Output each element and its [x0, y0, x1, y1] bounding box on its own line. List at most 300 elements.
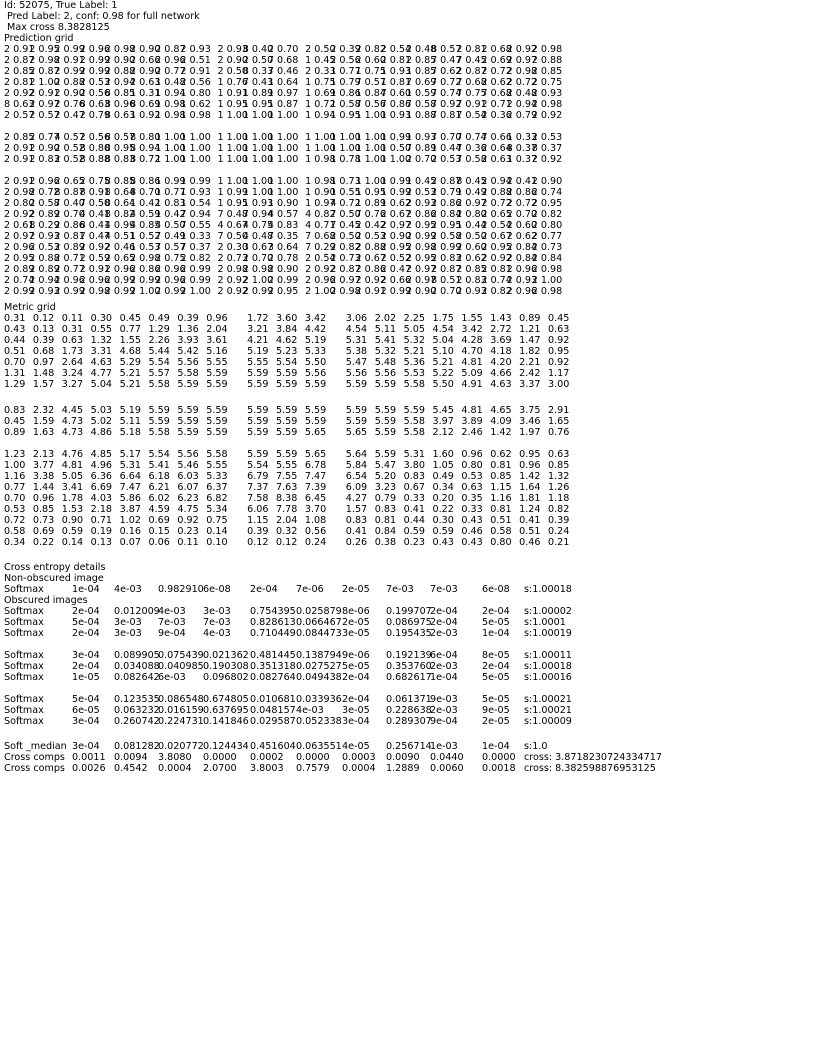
grid-cell: 5.47: [345, 357, 368, 368]
grid-cell: 2 0.53: [431, 154, 462, 165]
grid-cell: 0.63: [548, 324, 570, 335]
grid-cell: 1.24: [519, 504, 541, 515]
grid-cell: 0.63: [461, 482, 483, 493]
grid-cell: 1 0.62: [180, 99, 211, 110]
grid-cell: 2 0.98: [506, 66, 538, 77]
grid-cell: 4.54: [432, 324, 454, 335]
grid-cell: 1 0.45: [305, 55, 336, 66]
grid-cell: 1 0.84: [355, 88, 386, 99]
row-label: Cross comps: [4, 752, 65, 763]
grid-cell: 1 0.98: [305, 154, 336, 165]
grid-cell: 2 1.00: [305, 286, 336, 297]
grid-cell: 0.43: [461, 537, 483, 548]
grid-cell: 0.24: [548, 526, 570, 537]
grid-cell: 8 0.57: [104, 132, 136, 143]
grid-cell: 5.58: [403, 379, 425, 390]
grid-cell: 2 0.98: [217, 264, 249, 275]
grid-cell: 0.96: [519, 460, 541, 471]
grid-cell: 0.39: [247, 526, 269, 537]
grid-cell: 0.14: [61, 537, 84, 548]
prediction-row: [4, 209, 563, 220]
row-label: Softmax: [4, 584, 44, 595]
grid-cell: 2 0.59: [79, 253, 111, 264]
grid-cell: 2.25: [403, 313, 425, 324]
grid-cell: 5.42: [177, 346, 199, 357]
grid-cell: 0.77: [4, 482, 26, 493]
grid-cell: 2 0.88: [29, 253, 60, 264]
prediction-row: [4, 132, 563, 143]
grid-cell: 1 1.00: [242, 132, 274, 143]
grid-cell: 7.78: [276, 504, 298, 515]
grid-cell: 3.70: [304, 504, 327, 515]
grid-cell: 1 0.75: [305, 77, 336, 88]
prediction-row: [4, 187, 563, 198]
grid-cell: 2 0.92: [531, 154, 563, 165]
grid-cell: 5.59: [345, 416, 368, 427]
grid-cell: 2 1.00: [129, 286, 161, 297]
grid-cell: 2 1.00: [531, 275, 563, 286]
ce-value: 0.710449: [250, 628, 296, 639]
grid-cell: 2 0.70: [431, 286, 462, 297]
grid-cell: 5.58: [403, 416, 425, 427]
grid-cell: 1 0.88: [405, 110, 437, 121]
grid-cell: 2 0.91: [180, 66, 211, 77]
grid-cell: 2 0.92: [305, 264, 336, 275]
ce-value: 3e-04: [72, 650, 100, 661]
grid-cell: 2 0.99: [54, 286, 85, 297]
grid-cell: 3 0.64: [267, 242, 299, 253]
grid-cell: 1.82: [519, 346, 541, 357]
metric-row: [4, 471, 577, 482]
grid-cell: 5.59: [276, 379, 298, 390]
grid-cell: 1 0.98: [305, 176, 336, 187]
ce-value: 2e-05: [482, 716, 510, 727]
grid-cell: 8 0.63: [79, 99, 111, 110]
ce-value: 3e-03: [114, 617, 142, 628]
grid-cell: 2 0.99: [267, 275, 299, 286]
grid-cell: 1 0.95: [217, 198, 249, 209]
grid-cell: 7.63: [276, 482, 298, 493]
grid-cell: 0.58: [490, 526, 512, 537]
grid-cell: 2 0.72: [506, 77, 538, 88]
ce-value: 0.0004: [342, 763, 376, 774]
grid-cell: 1 1.00: [155, 154, 186, 165]
grid-cell: 4.91: [461, 379, 483, 390]
grid-cell: 5.54: [276, 357, 298, 368]
ce-value: 5e-05: [482, 672, 510, 683]
grid-cell: 5.55: [206, 460, 228, 471]
grid-cell: 2 0.96: [79, 44, 111, 55]
grid-cell: 5.09: [461, 368, 483, 379]
grid-cell: 4 0.59: [129, 209, 161, 220]
grid-cell: 2 0.99: [155, 286, 186, 297]
grid-cell: 4.81: [61, 460, 84, 471]
ce-value: 7e-03: [430, 584, 458, 595]
metric-row: [4, 537, 577, 548]
grid-cell: 1.81: [519, 493, 541, 504]
grid-cell: 2 0.58: [431, 231, 462, 242]
grid-cell: 0.83: [345, 515, 368, 526]
ce-value: 0.7579: [296, 763, 330, 774]
grid-cell: 0.15: [148, 526, 170, 537]
grid-cell: 2 0.86: [431, 198, 462, 209]
grid-cell: 0.83: [374, 504, 397, 515]
grid-cell: 7 0.68: [456, 77, 487, 88]
grid-cell: 2 0.95: [481, 242, 512, 253]
grid-cell: 2 0.66: [129, 55, 161, 66]
row-label: Soft _median: [4, 741, 67, 752]
grid-cell: 4.81: [461, 405, 483, 416]
grid-cell: 0.62: [490, 449, 512, 460]
grid-cell: 5.59: [345, 379, 368, 390]
grid-cell: 2 0.73: [217, 253, 249, 264]
ce-value: 0.0440: [430, 752, 464, 763]
grid-cell: 8 0.33: [242, 66, 274, 77]
grid-cell: 8 0.45: [456, 176, 487, 187]
grid-cell: 1 1.00: [155, 143, 186, 154]
grid-cell: 5.19: [119, 405, 141, 416]
grid-cell: 1.31: [4, 368, 26, 379]
grid-cell: 8 0.85: [104, 88, 136, 99]
grid-cell: 1.15: [247, 515, 269, 526]
grid-cell: 4.18: [490, 346, 512, 357]
ce-value: 0.195435: [386, 628, 432, 639]
grid-cell: 0.96: [206, 313, 228, 324]
ce-value: 6e-08: [482, 584, 510, 595]
grid-cell: 2 0.41: [506, 176, 538, 187]
grid-cell: 3.21: [247, 324, 269, 335]
grid-cell: 1 0.85: [405, 66, 437, 77]
grid-cell: 6.18: [148, 471, 170, 482]
grid-cell: 2 0.54: [481, 220, 512, 231]
grid-cell: 2 0.95: [380, 242, 412, 253]
grid-cell: 0.70: [4, 493, 26, 504]
grid-cell: 2 0.90: [54, 88, 85, 99]
grid-cell: 2 0.64: [481, 143, 512, 154]
grid-cell: 2 0.95: [405, 253, 437, 264]
grid-cell: 1.21: [519, 324, 541, 335]
grid-cell: 5.58: [177, 368, 199, 379]
grid-cell: 5.59: [177, 427, 199, 438]
metric-row: [4, 416, 577, 427]
grid-cell: 0.96: [461, 449, 483, 460]
grid-cell: 5.54: [148, 357, 170, 368]
ce-value: 0.0000: [203, 752, 237, 763]
grid-cell: 2 0.56: [180, 77, 211, 88]
grid-cell: 1 1.00: [355, 176, 386, 187]
grid-cell: 3.80: [403, 460, 425, 471]
grid-cell: 2 0.52: [380, 253, 412, 264]
grid-cell: 7 0.45: [456, 55, 487, 66]
grid-cell: 2 0.77: [54, 264, 85, 275]
ce-value: 8e-05: [482, 650, 510, 661]
grid-cell: 1 0.50: [380, 143, 412, 154]
ce-value: 3e-04: [342, 716, 370, 727]
grid-cell: 1 1.00: [242, 187, 274, 198]
prediction-row: [4, 99, 563, 110]
prediction-row: [4, 198, 563, 209]
grid-cell: 1.73: [61, 346, 84, 357]
grid-cell: 4.54: [345, 324, 368, 335]
grid-cell: 7.39: [304, 482, 327, 493]
grid-cell: 5.34: [206, 504, 228, 515]
ce-value: 0.674805: [203, 694, 249, 705]
grid-cell: 2 0.92: [4, 209, 35, 220]
grid-cell: 2 0.74: [531, 187, 563, 198]
grid-cell: 5.41: [148, 460, 170, 471]
grid-cell: 5.33: [206, 471, 228, 482]
grid-cell: 2 0.91: [4, 143, 35, 154]
grid-cell: 2 0.65: [104, 253, 136, 264]
grid-cell: 2 0.56: [79, 132, 111, 143]
grid-cell: 7 0.47: [79, 231, 111, 242]
grid-cell: 0.89: [4, 427, 26, 438]
grid-cell: 1 1.00: [155, 132, 186, 143]
grid-cell: 0.23: [177, 526, 199, 537]
grid-cell: 1 1.00: [267, 176, 299, 187]
grid-cell: 2 0.47: [380, 264, 412, 275]
grid-cell: 3.06: [345, 313, 368, 324]
grid-cell: 0.81: [490, 460, 512, 471]
grid-cell: 7 0.62: [431, 66, 462, 77]
grid-cell: 5.33: [304, 346, 327, 357]
grid-cell: 2 0.77: [531, 231, 563, 242]
grid-cell: 2 0.70: [506, 209, 538, 220]
grid-cell: 5.56: [304, 368, 327, 379]
grid-cell: 1 1.00: [267, 110, 299, 121]
ce-value: 0.0003: [342, 752, 376, 763]
ce-value: 0.082764: [250, 672, 296, 683]
grid-cell: 7 0.72: [431, 77, 462, 88]
ce-value: 1e-04: [72, 584, 100, 595]
grid-cell: 2 0.82: [180, 253, 211, 264]
grid-cell: 7 0.94: [242, 209, 274, 220]
grid-cell: 4 0.82: [305, 209, 336, 220]
grid-cell: 1 1.00: [305, 132, 336, 143]
grid-cell: 1.57: [345, 504, 368, 515]
ce-value: 2e-04: [72, 628, 100, 639]
grid-cell: 5.29: [119, 357, 141, 368]
grid-cell: 1 1.00: [355, 132, 386, 143]
ce-value: 0.982910: [158, 584, 204, 595]
grid-cell: 4.65: [490, 405, 512, 416]
grid-cell: 2.42: [519, 368, 541, 379]
grid-cell: 2 0.96: [155, 275, 186, 286]
grid-cell: 2 0.63: [481, 154, 512, 165]
grid-cell: 5.10: [432, 346, 454, 357]
prediction-row: [4, 143, 563, 154]
ce-value: cross: 8.382598876953125: [524, 763, 656, 774]
ce-value: 7e-03: [158, 617, 186, 628]
grid-cell: 2 0.77: [29, 132, 60, 143]
ce-value: s:1.00021: [524, 705, 572, 716]
grid-cell: 5.59: [247, 449, 269, 460]
grid-cell: 0.71: [90, 515, 113, 526]
grid-cell: 5.54: [247, 460, 269, 471]
grid-cell: 1 1.00: [330, 143, 361, 154]
grid-cell: 2 0.96: [104, 264, 136, 275]
grid-cell: 8 0.57: [431, 44, 462, 55]
grid-cell: 0.39: [177, 313, 199, 324]
grid-cell: 7 0.50: [217, 231, 249, 242]
grid-cell: 2 0.92: [531, 110, 563, 121]
grid-cell: 0.39: [32, 335, 55, 346]
grid-cell: 7 0.74: [456, 132, 487, 143]
grid-cell: 2 0.90: [267, 264, 299, 275]
grid-cell: 2 0.95: [29, 44, 60, 55]
ce-value: 5e-04: [72, 617, 100, 628]
grid-cell: 2 0.84: [506, 253, 538, 264]
grid-cell: 1 0.93: [242, 198, 274, 209]
grid-cell: 7 0.46: [267, 66, 299, 77]
grid-cell: 1 0.31: [129, 88, 161, 99]
grid-cell: 2 0.99: [54, 66, 85, 77]
grid-cell: 2 0.67: [355, 253, 386, 264]
grid-cell: 0.45: [119, 313, 141, 324]
grid-cell: 2 0.82: [481, 286, 512, 297]
grid-cell: 7 0.89: [405, 143, 437, 154]
metric-row: [4, 335, 577, 346]
ce-value: 3e-05: [342, 705, 370, 716]
grid-cell: 1 0.99: [180, 176, 211, 187]
grid-cell: 5.50: [432, 379, 454, 390]
grid-cell: 5.21: [119, 379, 141, 390]
grid-cell: 5.55: [206, 357, 228, 368]
grid-cell: 8 0.88: [79, 154, 111, 165]
grid-cell: 2 0.93: [506, 275, 538, 286]
grid-cell: 2 0.52: [54, 154, 85, 165]
grid-cell: 3.77: [32, 460, 55, 471]
grid-cell: 5.17: [119, 449, 141, 460]
ce-value: 0.256714: [386, 741, 432, 752]
grid-cell: 2 0.51: [180, 55, 211, 66]
grid-cell: 4.75: [177, 504, 199, 515]
grid-cell: 2 0.99: [180, 264, 211, 275]
grid-cell: 2 0.50: [456, 231, 487, 242]
ce-value: 1e-04: [482, 741, 510, 752]
grid-cell: 2 0.57: [29, 110, 60, 121]
grid-cell: 2 0.39: [330, 44, 361, 55]
grid-cell: 2 0.72: [29, 187, 60, 198]
grid-cell: 2 0.85: [405, 55, 437, 66]
grid-cell: 0.97: [32, 357, 55, 368]
grid-cell: 0.46: [461, 526, 483, 537]
grid-cell: 3.41: [61, 482, 84, 493]
grid-cell: 1 0.42: [129, 198, 161, 209]
ce-value: 0.0060: [430, 763, 464, 774]
grid-cell: 2 0.83: [29, 154, 60, 165]
ce-value: 0.049438: [296, 672, 342, 683]
grid-cell: 8 0.87: [54, 187, 85, 198]
grid-cell: 2 0.98: [531, 99, 563, 110]
grid-cell: 7 0.75: [456, 88, 487, 99]
grid-cell: 0.49: [148, 313, 170, 324]
grid-cell: 1.36: [177, 324, 199, 335]
grid-cell: 1.42: [519, 471, 541, 482]
grid-cell: 1.55: [461, 313, 483, 324]
grid-cell: 5.32: [374, 346, 397, 357]
grid-cell: 5.56: [345, 368, 368, 379]
ce-value: 0.192139: [386, 650, 432, 661]
grid-cell: 2 0.66: [380, 275, 412, 286]
grid-cell: 2 0.93: [29, 231, 60, 242]
ce-value: 0.353760: [386, 661, 432, 672]
grid-cell: 3.31: [90, 346, 113, 357]
grid-cell: 7.58: [247, 493, 269, 504]
grid-cell: 4 0.57: [54, 132, 85, 143]
grid-cell: 0.23: [403, 537, 425, 548]
grid-cell: 0.83: [4, 405, 26, 416]
grid-cell: 1 0.93: [405, 132, 437, 143]
ce-value: 6e-04: [430, 650, 458, 661]
grid-cell: 2 0.81: [380, 55, 412, 66]
grid-cell: 1.42: [490, 427, 512, 438]
grid-cell: 5.56: [177, 357, 199, 368]
grid-cell: 7 0.92: [431, 99, 462, 110]
grid-cell: 2 0.97: [405, 264, 437, 275]
prediction-grid-title: Prediction grid: [4, 33, 74, 44]
grid-cell: 5.04: [432, 335, 454, 346]
grid-cell: 1 0.93: [380, 110, 412, 121]
ce-value: 0.084473: [296, 628, 342, 639]
ce-value: 2.0700: [203, 763, 237, 774]
grid-cell: 3 0.67: [242, 242, 274, 253]
ce-value: 4e-03: [296, 705, 324, 716]
grid-cell: 4.59: [148, 504, 170, 515]
grid-cell: 1 0.95: [242, 99, 274, 110]
grid-cell: 7 0.29: [305, 242, 336, 253]
grid-cell: 2.02: [374, 313, 397, 324]
grid-cell: 2 0.92: [506, 44, 538, 55]
prediction-row: [4, 55, 563, 66]
grid-cell: 5.19: [304, 335, 327, 346]
grid-cell: 3.24: [61, 368, 84, 379]
grid-cell: 1.47: [519, 335, 541, 346]
grid-cell: 2 0.92: [79, 242, 111, 253]
grid-cell: 7 0.56: [355, 99, 386, 110]
grid-cell: 1 1.00: [217, 143, 249, 154]
ce-value: s:1.00021: [524, 694, 572, 705]
grid-cell: 3.46: [519, 416, 541, 427]
metric-row: [4, 368, 577, 379]
grid-cell: 1 1.00: [180, 132, 211, 143]
grid-cell: 1.78: [61, 493, 84, 504]
grid-cell: 4.81: [461, 357, 483, 368]
grid-cell: 5.59: [374, 449, 397, 460]
grid-cell: 7 0.68: [305, 231, 336, 242]
grid-cell: 0.13: [90, 537, 113, 548]
ce-value: 0.0090: [386, 752, 420, 763]
ce-value: 0.481445: [250, 650, 296, 661]
grid-cell: 1 1.00: [180, 143, 211, 154]
ce-value: 0.089905: [114, 650, 160, 661]
ce-value: 4e-03: [114, 584, 142, 595]
grid-cell: 2 0.73: [531, 242, 563, 253]
grid-cell: 2 0.94: [104, 77, 136, 88]
grid-cell: 2 0.79: [506, 110, 538, 121]
row-label: Softmax: [4, 617, 44, 628]
grid-cell: 2 0.56: [330, 55, 361, 66]
metric-row: [4, 449, 577, 460]
grid-cell: 2 0.98: [330, 286, 361, 297]
grid-cell: 1.08: [304, 515, 327, 526]
ce-value: s:1.0: [524, 741, 548, 752]
obscured-title: Obscured images: [4, 595, 88, 606]
ce-value: 0.0011: [72, 752, 106, 763]
prediction-row: [4, 275, 563, 286]
grid-cell: 2 0.70: [267, 44, 299, 55]
grid-cell: 2 0.75: [155, 253, 186, 264]
